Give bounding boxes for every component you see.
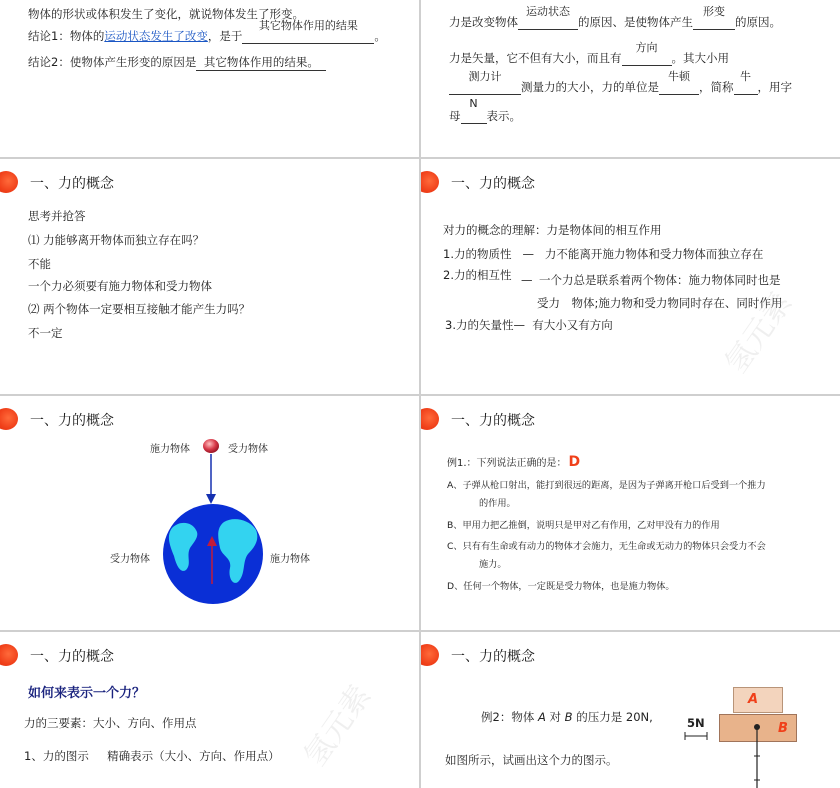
option-d[interactable]: D、任何一个物体，一定既是受力物体，也是施力物体。 bbox=[447, 581, 675, 592]
option-a-cont: 的作用。 bbox=[479, 498, 516, 509]
bullet-dot-icon bbox=[0, 644, 18, 666]
c1-answer: 其它物体作用的结果 bbox=[258, 19, 358, 32]
s2-l4a: 母 bbox=[449, 109, 461, 123]
earth-force-diagram bbox=[150, 436, 280, 611]
conclusion-1 bbox=[28, 19, 386, 44]
s4-line-3b: — bbox=[521, 273, 533, 287]
s2-line-4 bbox=[449, 97, 521, 124]
s2-l1b: 的原因、是使物体产生 bbox=[578, 15, 693, 29]
s7-l2b: 精确表示（大小、方向、作用点） bbox=[107, 749, 280, 763]
s4-l5b: 有大小又有方向 bbox=[532, 318, 613, 332]
slide-title: 一、力的概念 bbox=[30, 176, 114, 192]
bullet-dot-icon bbox=[0, 171, 18, 193]
s4-line-2 bbox=[443, 246, 763, 262]
force-diagram-line bbox=[24, 748, 280, 764]
s2-blank-1 bbox=[518, 5, 578, 30]
q-text: 例1.：下列说法正确的是： bbox=[447, 458, 567, 469]
scale-label: 5N bbox=[687, 716, 705, 730]
s2-l3a: 测量力的大小，力的单位是 bbox=[521, 80, 659, 94]
bullet-dot-icon bbox=[0, 408, 18, 430]
box-b-label: B bbox=[778, 721, 788, 736]
s2-ans-7: N bbox=[469, 97, 478, 110]
option-c-cont: 施力。 bbox=[479, 559, 507, 570]
example-2-line-2: 如图所示，试画出这个力的图示。 bbox=[445, 753, 618, 767]
s3-line-4: 一个力必须要有施力物体和受力物体 bbox=[28, 279, 212, 293]
c2-blank bbox=[196, 54, 326, 71]
c1-blank bbox=[242, 19, 374, 44]
s4-l5a: 3.力的矢量性— bbox=[445, 318, 525, 332]
slide-1[interactable] bbox=[0, 0, 419, 157]
s3-line-6: 不一定 bbox=[28, 326, 63, 340]
slide-3[interactable] bbox=[0, 159, 419, 394]
s3-line-2: ⑴ 力能够离开物体而独立存在吗？ bbox=[28, 233, 205, 247]
s2-ans-4: 测力计 bbox=[468, 70, 502, 83]
s4-line-3c: 一个力总是联系着两个物体：施力物体同时也是 bbox=[539, 273, 781, 287]
conclusion-2 bbox=[28, 54, 326, 71]
label-receiving-earth: 受力物体 bbox=[110, 554, 150, 565]
s4-line-4: 受力 物体;施力物和受力物同时存在、同时作用 bbox=[537, 296, 783, 310]
example-2-line-1 bbox=[481, 709, 653, 725]
slide-8[interactable] bbox=[421, 632, 840, 788]
slide-title: 一、力的概念 bbox=[30, 649, 114, 665]
s2-l4b: 表示。 bbox=[486, 109, 521, 123]
label-exerting-earth: 施力物体 bbox=[270, 554, 310, 565]
bullet-dot-icon bbox=[421, 171, 439, 193]
s2-l2b: 。其大小用 bbox=[671, 51, 729, 65]
s2-blank-5 bbox=[659, 70, 699, 95]
s8-l1d: B bbox=[564, 710, 573, 724]
s2-blank-6 bbox=[734, 70, 758, 95]
s3-line-1: 思考并抢答 bbox=[28, 209, 86, 223]
s8-l1c: 对 bbox=[549, 710, 562, 724]
s3-line-5: ⑵ 两个物体一定要相互接触才能产生力吗？ bbox=[28, 302, 251, 316]
c2-answer: 其它物体作用的结果。 bbox=[203, 55, 319, 69]
three-elements: 力的三要素：大小、方向、作用点 bbox=[24, 716, 197, 730]
s2-blank-4 bbox=[449, 70, 521, 95]
s7-l2a: 1、力的图示 bbox=[24, 749, 89, 763]
slide-6[interactable] bbox=[421, 396, 840, 630]
option-c[interactable]: C、只有有生命或有动力的物体才会施力，无生命或无动力的物体只会受力不会 bbox=[447, 541, 766, 552]
slide-title: 一、力的概念 bbox=[30, 413, 114, 429]
label-exerting-top: 施力物体 bbox=[150, 444, 190, 455]
slide-title: 一、力的概念 bbox=[451, 176, 535, 192]
slide-2[interactable] bbox=[421, 0, 840, 157]
s8-l1e: 的压力是 20N, bbox=[576, 710, 653, 724]
s2-blank-7 bbox=[461, 97, 487, 124]
s2-ans-3: 方向 bbox=[635, 41, 658, 54]
s2-blank-3 bbox=[622, 41, 672, 66]
slide-7[interactable] bbox=[0, 632, 419, 788]
s4-line-5 bbox=[445, 317, 613, 333]
s2-l3b: ，简称 bbox=[699, 80, 734, 94]
option-b[interactable]: B、甲用力把乙推倒，说明只是甲对乙有作用，乙对甲没有力的作用 bbox=[447, 520, 720, 531]
s2-line-1 bbox=[449, 5, 781, 30]
s4-l2c: 力不能离开施力物体和受力物体而独立存在 bbox=[544, 247, 764, 261]
slide-title: 一、力的概念 bbox=[451, 413, 535, 429]
s2-ans-6: 牛 bbox=[740, 70, 751, 83]
example-1-question bbox=[447, 454, 580, 470]
s4-l2b: — bbox=[522, 247, 534, 261]
s4-line-3a bbox=[443, 267, 522, 283]
slide-title: 一、力的概念 bbox=[451, 649, 535, 665]
c1-end: 。 bbox=[374, 29, 386, 43]
watermark: 氢元素 bbox=[297, 679, 379, 773]
option-a[interactable]: A、子弹从枪口射出，能打到很远的距离，是因为子弹离开枪口后受到一个推力 bbox=[447, 480, 766, 491]
s2-l1a: 力是改变物体 bbox=[449, 15, 518, 29]
s2-l3c: ，用字 bbox=[757, 80, 792, 94]
s2-l2a: 力是矢量，它不但有大小，而且有 bbox=[449, 51, 622, 65]
s2-ans-5: 牛顿 bbox=[668, 70, 690, 83]
bullet-dot-icon bbox=[421, 408, 439, 430]
s3-line-3: 不能 bbox=[28, 257, 51, 271]
s2-l1c: 的原因。 bbox=[735, 15, 781, 29]
scale-bar bbox=[683, 730, 711, 742]
c1-link[interactable]: 运动状态发生了改变 bbox=[104, 29, 208, 43]
box-a-label: A bbox=[748, 692, 759, 707]
s8-l1a: 例2：物体 bbox=[481, 710, 535, 724]
s8-l1b: A bbox=[537, 710, 546, 724]
s4-l2a: 1.力的物质性 bbox=[443, 247, 512, 261]
c2-prefix: 结论2：使物体产生形变的原因是 bbox=[28, 55, 197, 69]
watermark: 氢元素 bbox=[718, 286, 800, 380]
s2-line-2 bbox=[449, 41, 729, 66]
s2-line-3 bbox=[449, 70, 792, 95]
c1-mid: ，是于 bbox=[207, 29, 243, 43]
s2-ans-2: 形变 bbox=[703, 5, 725, 18]
answer-d: D bbox=[568, 454, 581, 470]
box-a bbox=[733, 687, 783, 713]
force-arrow-vertical bbox=[751, 722, 763, 788]
arrowhead-down-icon bbox=[206, 494, 216, 504]
bullet-dot-icon bbox=[421, 644, 439, 666]
apple-icon bbox=[203, 439, 219, 453]
deformation-text: 物体的形状或体积发生了变化，就说物体发生了形变。 bbox=[28, 7, 304, 21]
how-to-represent-heading: 如何来表示一个力？ bbox=[28, 686, 146, 701]
s4-l3a: 2.力的相互性 bbox=[443, 268, 512, 282]
s2-ans-1: 运动状态 bbox=[526, 5, 570, 18]
s4-line-1: 对力的概念的理解：力是物体间的相互作用 bbox=[443, 223, 662, 237]
slide-5[interactable] bbox=[0, 396, 419, 630]
slide-4[interactable] bbox=[421, 159, 840, 394]
c1-prefix: 结论1：物体的 bbox=[28, 29, 105, 43]
s2-blank-2 bbox=[693, 5, 735, 30]
label-receiving-top: 受力物体 bbox=[228, 444, 268, 455]
